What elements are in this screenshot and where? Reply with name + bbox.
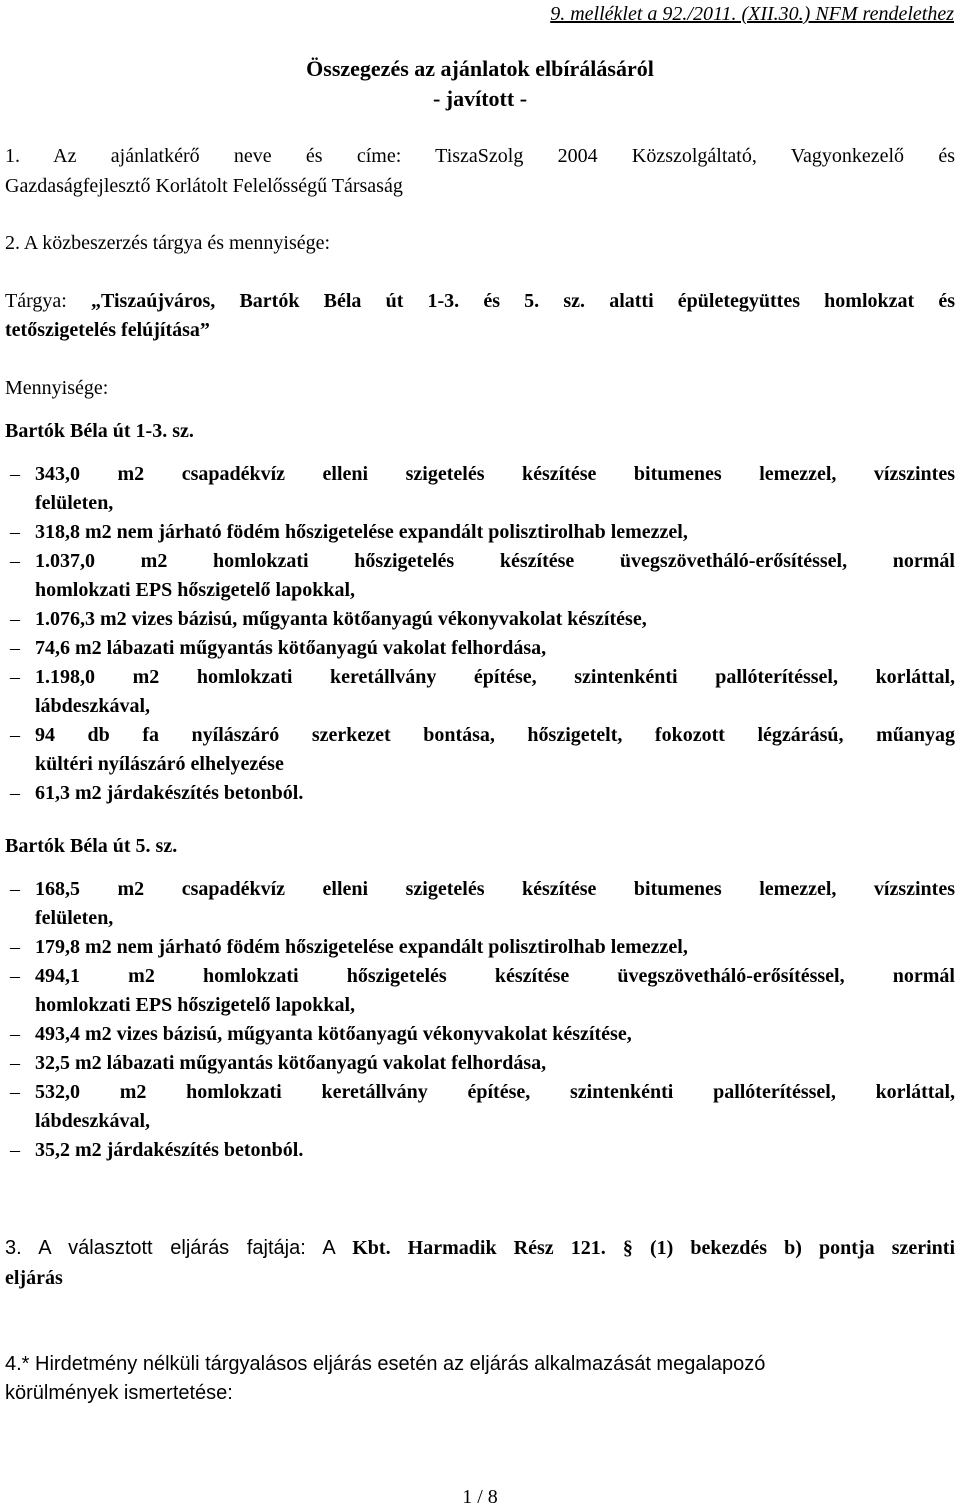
list-item [5,634,955,663]
list-item [5,779,955,808]
dash-bullet: – [10,550,20,572]
dash-bullet: – [10,936,20,958]
list-item-line: 94 db fa nyílászáró szerkezet bontása, hőszigetelt, fokozott légzárású, műanyag [35,724,955,746]
list-item [5,605,955,634]
list-item-line: lábdeszkával, [35,1110,151,1132]
list-item-line: 179,8 m2 nem járható födém hőszigetelése expandált polisztirolhab lemezzel, [35,936,688,958]
dash-bullet: – [10,1139,20,1161]
section4-line2: körülmények ismertetése: [5,1382,233,1404]
document-subtitle: - javított - [432,86,528,111]
group1-title: Bartók Béla út 1-3. sz. [5,420,194,442]
section2-heading: 2. A közbeszerzés tárgya és mennyisége: [5,232,331,254]
list-item-line: 61,3 m2 járdakészítés betonból. [35,782,304,804]
list-item-line: kültéri nyílászáró elhelyezése [35,753,284,775]
section3-procedure: Kbt. Harmadik Rész 121. § (1) bekezdés b) pontja szerinti [352,1237,956,1259]
list-item-line: 343,0 m2 csapadékvíz elleni szigetelés készítése bitumenes lemezzel, vízszintes [35,463,955,485]
list-item-line: 1.076,3 m2 vizes bázisú, műgyanta kötőanyagú vékonyvakolat készítése, [35,608,647,630]
list-item [5,721,955,779]
dash-bullet: – [10,878,20,900]
dash-bullet: – [10,724,20,746]
list-item [5,1049,955,1078]
list-item-line: 494,1 m2 homlokzati hőszigetelés készítése üvegszövetháló-erősítéssel, normál [35,965,955,987]
list-item [5,1078,955,1136]
list-item [5,1020,955,1049]
section1-line1: 1. Az ajánlatkérő neve és címe: TiszaSzolg 2004 Közszolgáltató, Vagyonkezelő és [5,145,955,167]
subject-text: „Tiszaújváros, Bartók Béla út 1-3. és 5. sz. alatti épületegyüttes homlokzat és [91,290,955,312]
dash-bullet: – [10,637,20,659]
list-item-line: 318,8 m2 nem járható födém hőszigetelése expandált polisztirolhab lemezzel, [35,521,688,543]
dash-bullet: – [10,666,20,688]
dash-bullet: – [10,1052,20,1074]
list-item-line: 532,0 m2 homlokzati keretállvány építése, szintenkénti pallóterítéssel, korláttal, [35,1081,955,1103]
dash-bullet: – [10,782,20,804]
quantity-label: Mennyisége: [5,377,109,399]
list-item [5,962,955,1020]
list-item-line: 1.037,0 m2 homlokzati hőszigetelés készítése üvegszövetháló-erősítéssel, normál [35,550,955,572]
dash-bullet: – [10,965,20,987]
list-item-line: 168,5 m2 csapadékvíz elleni szigetelés készítése bitumenes lemezzel, vízszintes [35,878,955,900]
document-title: Összegezés az ajánlatok elbírálásáról [306,56,654,81]
section2-subject-line1 [5,287,955,316]
list-item [5,875,955,933]
section1-line2: Gazdaságfejlesztő Korlátolt Felelősségű Társaság [5,175,403,197]
page-number: 1 / 8 [462,1486,498,1508]
dash-bullet: – [10,1023,20,1045]
list-item [5,518,955,547]
list-item [5,1136,955,1165]
list-item-line: 493,4 m2 vizes bázisú, műgyanta kötőanyagú vékonyvakolat készítése, [35,1023,632,1045]
list-item-line: lábdeszkával, [35,695,151,717]
header-reference: 9. melléklet a 92./2011. (XII.30.) NFM rendelethez [550,3,954,25]
list-item-line: felületen, [35,492,114,514]
list-item-line: homlokzati EPS hőszigetelő lapokkal, [35,579,356,601]
list-item-line: felületen, [35,907,114,929]
section3-line1 [5,1234,955,1263]
list-item-line: 1.198,0 m2 homlokzati keretállvány építése, szintenkénti pallóterítéssel, korláttal, [35,666,955,688]
group2-title: Bartók Béla út 5. sz. [5,835,178,857]
list-item-line: homlokzati EPS hőszigetelő lapokkal, [35,994,356,1016]
list-item [5,663,955,721]
list-item-line: 74,6 m2 lábazati műgyantás kötőanyagú vakolat felhordása, [35,637,547,659]
list-item [5,933,955,962]
subject-prefix: Tárgya: [5,290,91,312]
dash-bullet: – [10,608,20,630]
section3-line2: eljárás [5,1267,63,1289]
list-item [5,460,955,518]
dash-bullet: – [10,521,20,543]
section4-line1: 4.* Hirdetmény nélküli tárgyalásos eljárás esetén az eljárás alkalmazását megalapozó [5,1353,766,1375]
list-item [5,547,955,605]
list-item-line: 35,2 m2 járdakészítés betonból. [35,1139,304,1161]
section2-subject-line2: tetőszigetelés felújítása” [5,319,210,341]
section3-prefix: 3. A választott eljárás fajtája: A [5,1237,353,1259]
dash-bullet: – [10,1081,20,1103]
dash-bullet: – [10,463,20,485]
list-item-line: 32,5 m2 lábazati műgyantás kötőanyagú vakolat felhordása, [35,1052,547,1074]
